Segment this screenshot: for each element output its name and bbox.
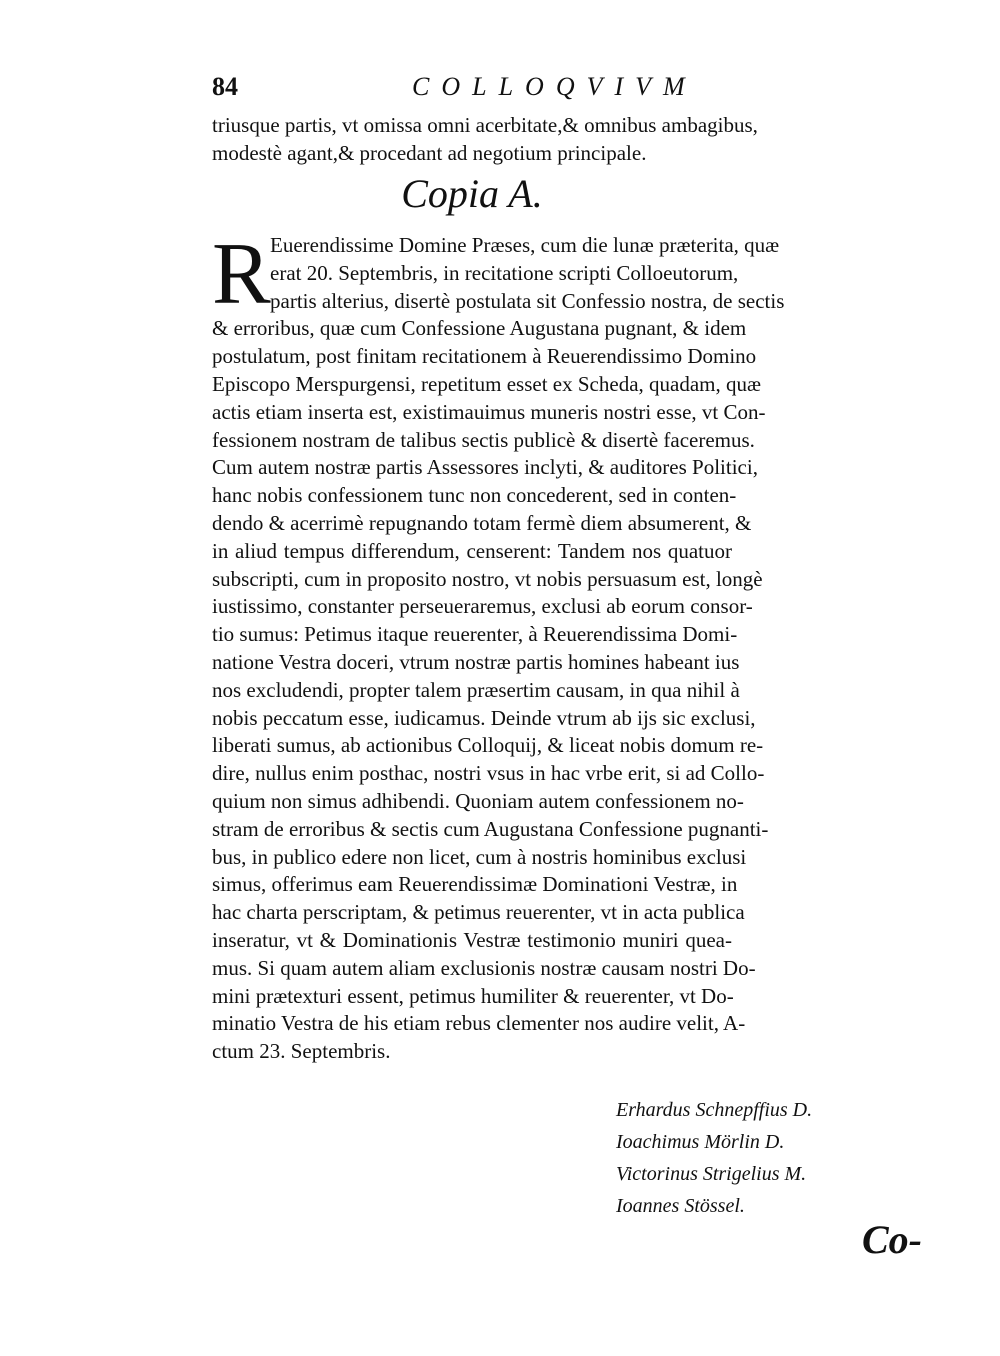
text-line: inseratur, vt & Dominationis Vestræ testimonio muniri quea- [212,927,732,952]
text-line: & erroribus, quæ cum Confessione Augustana pugnant, & idem [212,316,747,341]
text-line: Episcopo Merspurgensi, repetitum esset ex Scheda, quadam, quæ [212,371,761,396]
page-number: 84 [212,72,238,101]
text-line: subscripti, cum in proposito nostro, vt nobis persuasum est, longè [212,566,763,591]
text-line: stram de erroribus & sectis cum Augustana Confessione pugnanti- [212,816,769,841]
drop-cap-initial: R [212,226,271,323]
text-line: modestè agant,& procedant ad negotium principale. [212,140,647,165]
text-line: nos excludendi, propter talem præsertim causam, in qua nihil à [212,677,740,702]
text-line: in aliud tempus differendum, censerent: Tandem nos quatuor [212,538,732,563]
text-line: mini prætexturi essent, petimus humiliter & reuerenter, vt Do- [212,983,734,1008]
text-line: triusque partis, vt omissa omni acerbitate,& omnibus ambagibus, [212,113,758,137]
section-title: Copia A. [401,171,543,216]
signature-block [616,1094,876,1222]
letter-body [212,226,785,1066]
catchword: Co- [862,1217,922,1262]
text-line: postulatum, post finitam recitationem à Reuerendissimo Domino [212,344,757,369]
text-line: Euerendissime Domine Præses, cum die lunæ præterita, quæ [270,233,780,257]
text-line: natione Vestra doceri, vtrum nostræ partis homines habeant ius [212,649,740,674]
text-line: iustissimo, constanter perseueraremus, exclusi ab eorum consor- [212,594,753,619]
signature-stossel: Ioannes Stössel. [616,1195,745,1217]
text-line: partis alterius, disertè postulata sit Confessio nostra, de sectis [270,288,785,313]
text-line: bus, in publico edere non licet, cum à nostris hominibus exclusi [212,844,747,869]
text-line: dire, nullus enim posthac, nostri vsus in hac vrbe erit, si ad Collo- [212,761,765,786]
text-line: nobis peccatum esse, iudicamus. Deinde vtrum ab ijs sic exclusi, [212,705,756,730]
text-line: liberati sumus, ab actionibus Colloquij, & liceat nobis domum re- [212,733,764,758]
text-line: hanc nobis confessionem tunc non concederent, sed in conten- [212,483,737,508]
text-line: ctum 23. Septembris. [212,1039,391,1064]
signature-schnepffius: Erhardus Schnepffius D. [616,1099,813,1121]
text-line: dendo & acerrimè repugnando totam fermè diem absumerent, & [212,510,752,535]
text-line: mus. Si quam autem aliam exclusionis nostræ causam nostri Do- [212,955,756,980]
text-line: tio sumus: Petimus itaque reuerenter, à Reuerendissima Domi- [212,622,738,647]
text-line: quium non simus adhibendi. Quoniam autem confessionem no- [212,788,744,813]
signature-strigelius: Victorinus Strigelius M. [616,1163,807,1185]
text-line: actis etiam inserta est, existimauimus muneris nostri esse, vt Con- [212,399,766,424]
running-head [212,68,732,108]
running-title: COLLOQVIVM [412,72,697,101]
text-line: hac charta perscriptam, & petimus reuerenter, vt in acta publica [212,900,745,925]
signature-morlin: Ioachimus Mörlin D. [616,1131,785,1153]
text-line: erat 20. Septembris, in recitatione scripti Colloeutorum, [270,260,739,285]
intro-paragraph [212,112,758,168]
text-line: fessionem nostram de talibus sectis publicè & disertè faceremus. [212,427,755,452]
text-line: Cum autem nostræ partis Assessores inclyti, & auditores Politici, [212,455,758,480]
text-line: simus, offerimus eam Reuerendissimæ Dominationi Vestræ, in [212,872,738,897]
text-line: minatio Vestra de his etiam rebus clementer nos audire velit, A- [212,1011,746,1036]
